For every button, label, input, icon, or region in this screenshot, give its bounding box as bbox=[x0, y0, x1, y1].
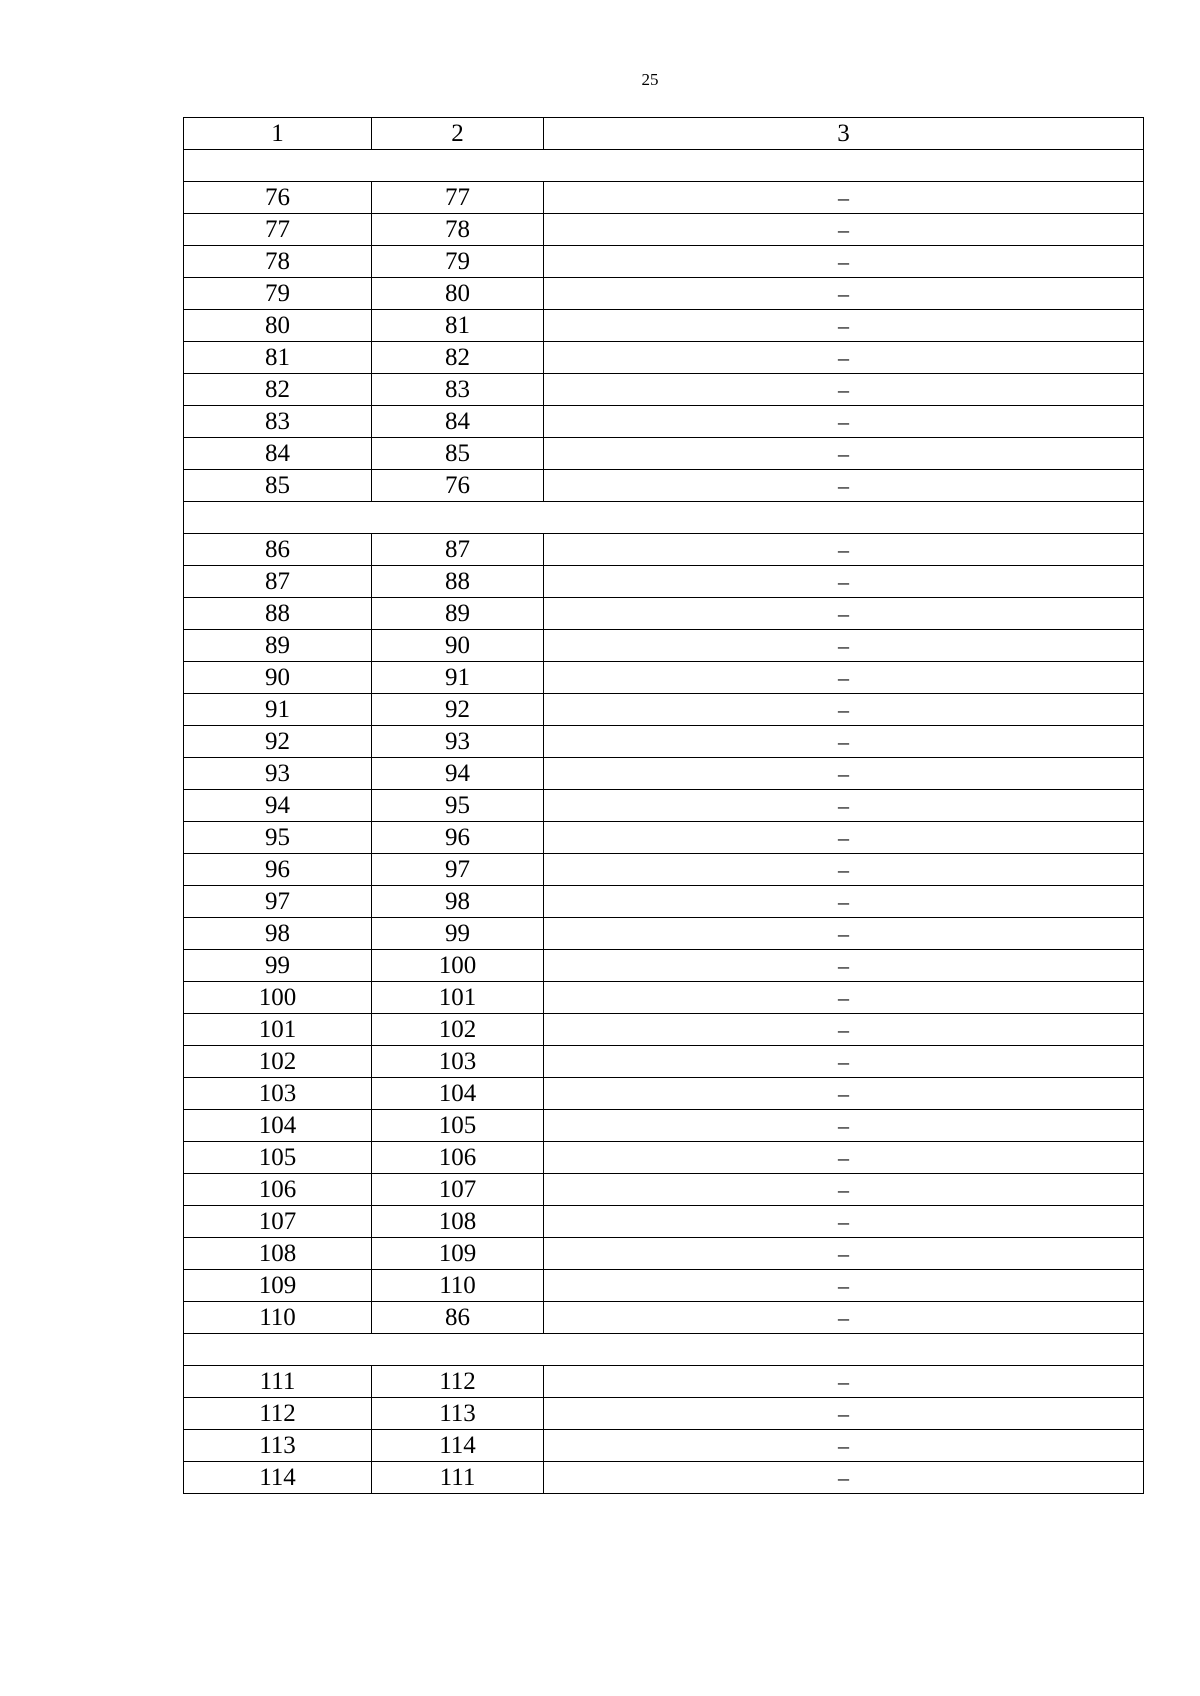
table-row bbox=[184, 1398, 1144, 1430]
group-separator-row bbox=[184, 502, 1144, 534]
table-row bbox=[184, 726, 1144, 758]
cell-col-2: 83 bbox=[372, 374, 544, 406]
cell-col-1: 107 bbox=[184, 1206, 372, 1238]
header-cell-3: 3 bbox=[544, 118, 1144, 150]
cell-col-2: 81 bbox=[372, 310, 544, 342]
cell-col-3: – bbox=[544, 406, 1144, 438]
cell-col-3: – bbox=[544, 854, 1144, 886]
cell-col-2: 99 bbox=[372, 918, 544, 950]
cell-col-2: 112 bbox=[372, 1366, 544, 1398]
cell-col-3: – bbox=[544, 1366, 1144, 1398]
cell-col-3: – bbox=[544, 1142, 1144, 1174]
cell-col-2: 108 bbox=[372, 1206, 544, 1238]
cell-col-2: 89 bbox=[372, 598, 544, 630]
cell-col-3: – bbox=[544, 1174, 1144, 1206]
group-separator-row bbox=[184, 1334, 1144, 1366]
cell-col-1: 90 bbox=[184, 662, 372, 694]
cell-col-2: 88 bbox=[372, 566, 544, 598]
table-row bbox=[184, 566, 1144, 598]
cell-col-1: 85 bbox=[184, 470, 372, 502]
table-row bbox=[184, 886, 1144, 918]
cell-col-3: – bbox=[544, 310, 1144, 342]
cell-col-1: 92 bbox=[184, 726, 372, 758]
table-row bbox=[184, 1014, 1144, 1046]
cell-col-3: – bbox=[544, 470, 1144, 502]
cell-col-1: 88 bbox=[184, 598, 372, 630]
cell-col-1: 91 bbox=[184, 694, 372, 726]
cell-col-1: 87 bbox=[184, 566, 372, 598]
group-separator-cell bbox=[184, 150, 1144, 182]
cell-col-3: – bbox=[544, 886, 1144, 918]
table-row bbox=[184, 470, 1144, 502]
cell-col-3: – bbox=[544, 918, 1144, 950]
table-row bbox=[184, 342, 1144, 374]
cell-col-1: 114 bbox=[184, 1462, 372, 1494]
cell-col-1: 78 bbox=[184, 246, 372, 278]
cell-col-2: 76 bbox=[372, 470, 544, 502]
cell-col-3: – bbox=[544, 726, 1144, 758]
table-row bbox=[184, 1462, 1144, 1494]
table-row bbox=[184, 534, 1144, 566]
cell-col-3: – bbox=[544, 1270, 1144, 1302]
table-row bbox=[184, 374, 1144, 406]
table-row bbox=[184, 214, 1144, 246]
cell-col-3: – bbox=[544, 694, 1144, 726]
table-row bbox=[184, 1046, 1144, 1078]
cell-col-3: – bbox=[544, 214, 1144, 246]
cell-col-2: 84 bbox=[372, 406, 544, 438]
cell-col-2: 86 bbox=[372, 1302, 544, 1334]
cell-col-1: 109 bbox=[184, 1270, 372, 1302]
cell-col-3: – bbox=[544, 1078, 1144, 1110]
cell-col-2: 111 bbox=[372, 1462, 544, 1494]
cell-col-2: 100 bbox=[372, 950, 544, 982]
page-number: 25 bbox=[641, 70, 659, 89]
cell-col-1: 77 bbox=[184, 214, 372, 246]
cell-col-3: – bbox=[544, 950, 1144, 982]
cell-col-3: – bbox=[544, 534, 1144, 566]
header-cell-2: 2 bbox=[372, 118, 544, 150]
cell-col-2: 113 bbox=[372, 1398, 544, 1430]
table-row bbox=[184, 1430, 1144, 1462]
cell-col-2: 101 bbox=[372, 982, 544, 1014]
cell-col-3: – bbox=[544, 790, 1144, 822]
cell-col-2: 90 bbox=[372, 630, 544, 662]
cell-col-3: – bbox=[544, 758, 1144, 790]
cell-col-3: – bbox=[544, 278, 1144, 310]
cell-col-3: – bbox=[544, 630, 1144, 662]
cell-col-1: 113 bbox=[184, 1430, 372, 1462]
cell-col-2: 80 bbox=[372, 278, 544, 310]
cell-col-1: 98 bbox=[184, 918, 372, 950]
cell-col-2: 106 bbox=[372, 1142, 544, 1174]
cell-col-1: 112 bbox=[184, 1398, 372, 1430]
cell-col-1: 102 bbox=[184, 1046, 372, 1078]
cell-col-3: – bbox=[544, 1014, 1144, 1046]
cell-col-3: – bbox=[544, 662, 1144, 694]
cell-col-3: – bbox=[544, 1110, 1144, 1142]
table-row bbox=[184, 918, 1144, 950]
cell-col-2: 97 bbox=[372, 854, 544, 886]
cell-col-1: 104 bbox=[184, 1110, 372, 1142]
table-row bbox=[184, 1174, 1144, 1206]
cell-col-3: – bbox=[544, 1398, 1144, 1430]
table-row bbox=[184, 758, 1144, 790]
cell-col-2: 91 bbox=[372, 662, 544, 694]
cell-col-3: – bbox=[544, 1046, 1144, 1078]
group-separator-row bbox=[184, 150, 1144, 182]
cell-col-2: 77 bbox=[372, 182, 544, 214]
cell-col-1: 101 bbox=[184, 1014, 372, 1046]
table-row bbox=[184, 822, 1144, 854]
table-row bbox=[184, 854, 1144, 886]
cell-col-3: – bbox=[544, 342, 1144, 374]
cell-col-2: 110 bbox=[372, 1270, 544, 1302]
group-separator-cell bbox=[184, 502, 1144, 534]
cell-col-2: 114 bbox=[372, 1430, 544, 1462]
cell-col-1: 81 bbox=[184, 342, 372, 374]
cell-col-1: 106 bbox=[184, 1174, 372, 1206]
cell-col-1: 111 bbox=[184, 1366, 372, 1398]
cell-col-2: 107 bbox=[372, 1174, 544, 1206]
cell-col-1: 82 bbox=[184, 374, 372, 406]
cell-col-3: – bbox=[544, 374, 1144, 406]
table-row bbox=[184, 182, 1144, 214]
cell-col-2: 93 bbox=[372, 726, 544, 758]
cell-col-1: 94 bbox=[184, 790, 372, 822]
cell-col-2: 78 bbox=[372, 214, 544, 246]
table-row bbox=[184, 278, 1144, 310]
cell-col-1: 100 bbox=[184, 982, 372, 1014]
table-row bbox=[184, 790, 1144, 822]
cell-col-1: 96 bbox=[184, 854, 372, 886]
cell-col-1: 103 bbox=[184, 1078, 372, 1110]
cell-col-1: 97 bbox=[184, 886, 372, 918]
cell-col-1: 76 bbox=[184, 182, 372, 214]
table-row bbox=[184, 1366, 1144, 1398]
cell-col-2: 98 bbox=[372, 886, 544, 918]
cell-col-3: – bbox=[544, 1238, 1144, 1270]
group-separator-cell bbox=[184, 1334, 1144, 1366]
table-row bbox=[184, 406, 1144, 438]
cell-col-3: – bbox=[544, 982, 1144, 1014]
cell-col-2: 92 bbox=[372, 694, 544, 726]
table-row bbox=[184, 1270, 1144, 1302]
cell-col-3: – bbox=[544, 598, 1144, 630]
cell-col-3: – bbox=[544, 1430, 1144, 1462]
table-row bbox=[184, 1238, 1144, 1270]
cell-col-2: 79 bbox=[372, 246, 544, 278]
cell-col-1: 83 bbox=[184, 406, 372, 438]
table-row bbox=[184, 598, 1144, 630]
cell-col-3: – bbox=[544, 1302, 1144, 1334]
cell-col-2: 102 bbox=[372, 1014, 544, 1046]
table-row bbox=[184, 1206, 1144, 1238]
header-row bbox=[184, 118, 1144, 150]
cell-col-2: 82 bbox=[372, 342, 544, 374]
cell-col-2: 94 bbox=[372, 758, 544, 790]
cell-col-3: – bbox=[544, 1462, 1144, 1494]
cell-col-2: 104 bbox=[372, 1078, 544, 1110]
table-row bbox=[184, 438, 1144, 470]
cell-col-2: 87 bbox=[372, 534, 544, 566]
cell-col-3: – bbox=[544, 438, 1144, 470]
cell-col-1: 84 bbox=[184, 438, 372, 470]
cell-col-3: – bbox=[544, 566, 1144, 598]
cell-col-1: 99 bbox=[184, 950, 372, 982]
table-row bbox=[184, 982, 1144, 1014]
cell-col-2: 109 bbox=[372, 1238, 544, 1270]
cell-col-1: 95 bbox=[184, 822, 372, 854]
cell-col-1: 86 bbox=[184, 534, 372, 566]
cell-col-3: – bbox=[544, 822, 1144, 854]
cell-col-1: 89 bbox=[184, 630, 372, 662]
table-row bbox=[184, 310, 1144, 342]
cell-col-2: 95 bbox=[372, 790, 544, 822]
table-row bbox=[184, 662, 1144, 694]
cell-col-2: 96 bbox=[372, 822, 544, 854]
cell-col-1: 105 bbox=[184, 1142, 372, 1174]
cell-col-2: 105 bbox=[372, 1110, 544, 1142]
table-row bbox=[184, 246, 1144, 278]
table-row bbox=[184, 630, 1144, 662]
table-row bbox=[184, 694, 1144, 726]
data-table bbox=[183, 117, 1144, 1494]
cell-col-1: 80 bbox=[184, 310, 372, 342]
cell-col-1: 79 bbox=[184, 278, 372, 310]
table-body bbox=[184, 118, 1144, 1494]
table-row bbox=[184, 1142, 1144, 1174]
cell-col-1: 93 bbox=[184, 758, 372, 790]
cell-col-1: 110 bbox=[184, 1302, 372, 1334]
table-row bbox=[184, 1110, 1144, 1142]
cell-col-2: 103 bbox=[372, 1046, 544, 1078]
cell-col-3: – bbox=[544, 246, 1144, 278]
cell-col-3: – bbox=[544, 1206, 1144, 1238]
table-row bbox=[184, 1078, 1144, 1110]
cell-col-2: 85 bbox=[372, 438, 544, 470]
table-row bbox=[184, 950, 1144, 982]
table-row bbox=[184, 1302, 1144, 1334]
cell-col-3: – bbox=[544, 182, 1144, 214]
cell-col-1: 108 bbox=[184, 1238, 372, 1270]
header-cell-1: 1 bbox=[184, 118, 372, 150]
